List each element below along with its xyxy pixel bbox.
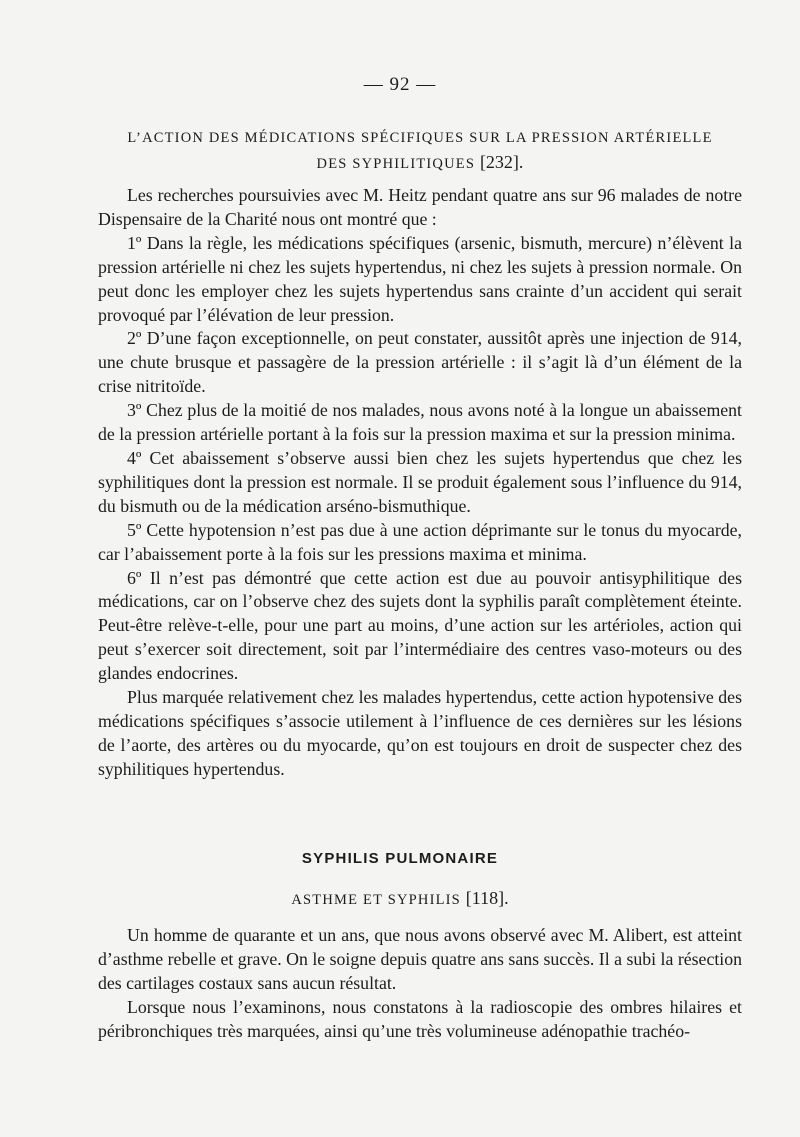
section-title-line2 — [90, 150, 750, 176]
subsection-heading-reference: [118]. — [465, 888, 509, 908]
subsection-heading-text: ASTHME ET SYPHILIS — [291, 892, 461, 908]
paragraph: 6º Il n’est pas démontré que cette action est due au pouvoir antisyphilitique des médications, car on l’observe chez des sujets dont la syphilis paraît complètement éteinte. Peut-être relève-t-elle, pour une part au moins, d’une action sur les artérioles, action qui peut s’exercer soit directement, soit par l’intermédiaire des centres vaso-moteurs ou des glandes endocrines. — [98, 567, 742, 684]
paragraph: Lorsque nous l’examinons, nous constatons à la radioscopie des ombres hilaires et péribronchiques très marquées, ainsi qu’une très volumineuse adénopathie trachéo- — [98, 996, 742, 1041]
chapter-heading: SYPHILIS PULMONAIRE — [301, 850, 499, 867]
paragraph: Les recherches poursuivies avec M. Heitz pendant quatre ans sur 96 malades de notre Dispensaire de la Charité nous ont montré que : — [98, 185, 742, 229]
paragraph: 1º Dans la règle, les médications spécifiques (arsenic, bismuth, mercure) n’élèvent la pression artérielle ni chez les sujets hypertendus, ni chez les sujets à pression normale. On peut donc les employer chez les sujets hypertendus sans crainte d’un accident qui serait provoqué par l’élévation de leur pression. — [98, 232, 742, 325]
paragraph: Plus marquée relativement chez les malades hypertendus, cette action hypotensive des médications spécifiques s’associe utilement à l’influence de ces dernières sur les lésions de l’aorte, des artères ou du myocarde, qu’on est toujours en droit de suspecter chez des syphilitiques hypertendus. — [98, 687, 742, 779]
paragraph: 4º Cet abaissement s’observe aussi bien chez les sujets hypertendus que chez les syphilitiques dont la pression est normale. Il se produit également sous l’influence du 914, du bismuth ou de la médication arséno-bismuthique. — [98, 447, 742, 516]
section-title-line1: L’ACTION DES MÉDICATIONS SPÉCIFIQUES SUR LA PRESSION ARTÉRIELLE — [127, 130, 713, 146]
subsection-heading — [0, 888, 800, 909]
page-number: — 92 — — [363, 74, 437, 95]
paragraph: 2º D’une façon exceptionnelle, on peut constater, aussitôt après une injection de 914, une chute brusque et passagère de la pression artérielle : il s’agit là d’un élément de la crise nitritoïde. — [98, 328, 742, 397]
section-title-text: DES SYPHILITIQUES — [316, 156, 476, 172]
paragraph: 3º Chez plus de la moitié de nos malades, nous avons noté à la longue un abaissement de la pression artérielle portant à la fois sur la pression maxima et sur la pression minima. — [98, 400, 742, 445]
subsection-body — [98, 924, 742, 1044]
paragraph: Un homme de quarante et un ans, que nous avons observé avec M. Alibert, est atteint d’asthme rebelle et grave. On le soigne depuis quatre ans sans succès. Il a subi la résection des cartilages costaux sans aucun résultat. — [98, 925, 742, 993]
section-body — [98, 184, 742, 782]
section-title — [90, 126, 750, 176]
section-title-reference: [232]. — [479, 152, 524, 172]
paragraph: 5º Cette hypotension n’est pas due à une action déprimante sur le tonus du myocarde, car l’abaissement porte à la fois sur les pressions maxima et minima. — [98, 519, 742, 564]
